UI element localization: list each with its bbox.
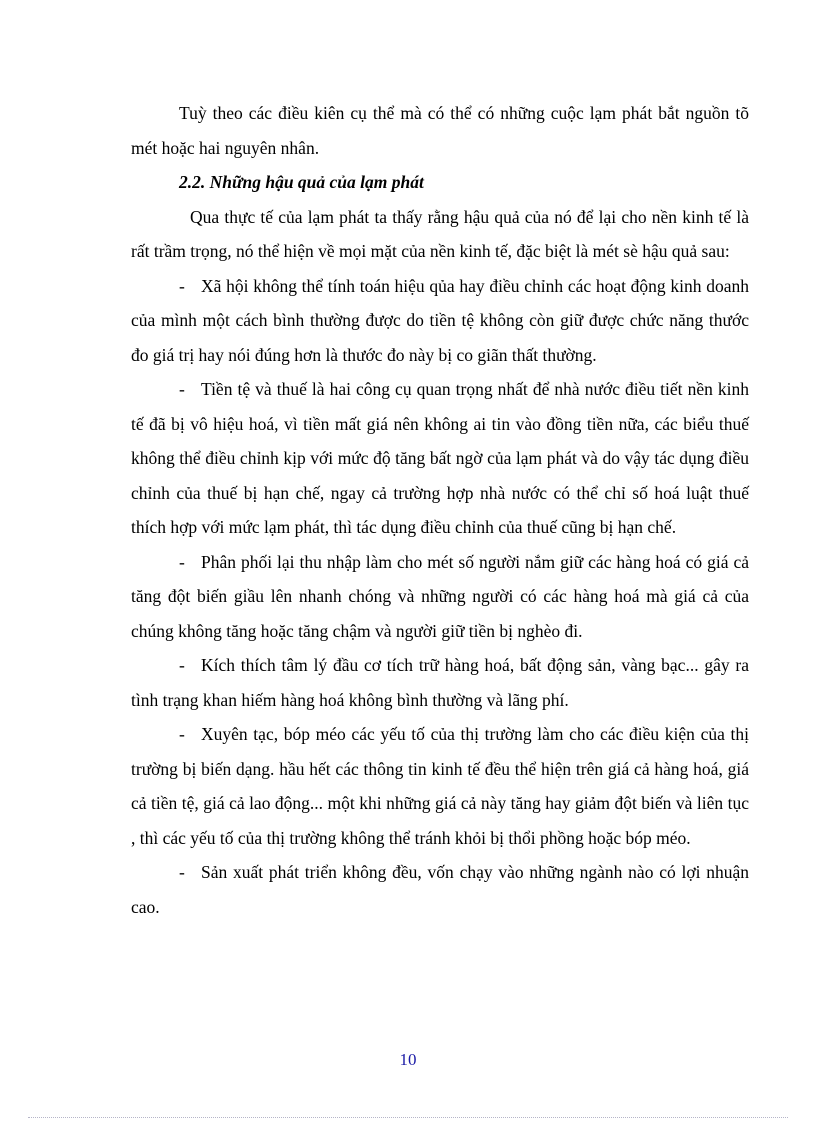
lead-paragraph: Qua thực tế của lạm phát ta thấy rằng hậu quả của nó để lại cho nền kinh tế là rất trầm trọng, nó thể hiện về mọi mặt của nền kinh tế, đặc biệt là mét sè hậu quả sau: xyxy=(131,206,749,261)
bullet-item xyxy=(131,717,749,855)
bullet-dash: - xyxy=(179,379,185,399)
bullet-dash: - xyxy=(179,551,185,572)
intro-paragraph: Tuỳ theo các điều kiên cụ thể mà có thể có những cuộc lạm phát bắt nguồn tõ mét hoặc hai nguyên nhân. xyxy=(131,103,749,158)
bullet-dash: - xyxy=(179,724,185,744)
footer-divider xyxy=(28,1117,788,1118)
section-heading: 2.2. Những hậu quả của lạm phát xyxy=(179,172,424,192)
bullet-dash: - xyxy=(179,655,185,675)
bullet-text: Xuyên tạc, bóp méo các yếu tố của thị trường làm cho các điều kiện của thị trường bị biến dạng. hầu hết các thông tin kinh tế đều thể hiện trên giá cả hàng hoá, giá cả tiền tệ, giá cả lao động... một khi những giá cả này tăng hay giảm đột biến và liên tục , thì các yếu tố của thị trường không thể tránh khỏi bị thổi phồng hoặc bóp méo. xyxy=(131,724,749,848)
bullet-text: Xã hội không thể tính toán hiệu qủa hay điều chỉnh các hoạt động kinh doanh của mình một cách bình thường được do tiền tệ không còn giữ được chức năng thước đo giá trị hay nói đúng hơn là thước đo này bị co giãn thất thường. xyxy=(131,275,749,365)
bullet-item xyxy=(131,372,749,545)
bullet-text: Tiền tệ và thuế là hai công cụ quan trọng nhất để nhà nước điều tiết nền kinh tế đã bị vô hiệu hoá, vì tiền mất giá nên không ai tin vào đồng tiền nữa, các biểu thuế không thể điều chỉnh kịp với mức độ tăng bất ngờ của lạm phát và do vậy tác dụng điều chỉnh của thuế bị hạn chế, ngay cả trường hợp nhà nước có thể chỉ số hoá luật thuế thích hợp với mức lạm phát, thì tác dụng điều chỉnh của thuế cũng bị hạn chế. xyxy=(131,379,749,537)
bullet-item xyxy=(131,855,749,924)
page-number: 10 xyxy=(399,1050,417,1069)
bullet-text: Kích thích tâm lý đầu cơ tích trữ hàng hoá, bất động sản, vàng bạc... gây ra tình trạng khan hiếm hàng hoá không bình thường và lãng phí. xyxy=(131,655,749,710)
bullet-dash: - xyxy=(179,862,185,882)
bullet-text: Sản xuất phát triển không đều, vốn chạy vào những ngành nào có lợi nhuận cao. xyxy=(131,862,749,917)
body-text xyxy=(131,96,749,924)
bullet-item xyxy=(131,269,749,373)
bullet-item xyxy=(131,648,749,717)
bullet-item xyxy=(131,545,749,649)
bullet-text: Phân phối lại thu nhập làm cho mét số người nắm giữ các hàng hoá có giá cả tăng đột biến giầu lên nhanh chóng và những người có các hàng hoá mà giá cả của chúng không tăng hoặc tăng chậm và người giữ tiền bị nghèo đi. xyxy=(131,551,749,641)
bullet-dash: - xyxy=(179,275,185,296)
